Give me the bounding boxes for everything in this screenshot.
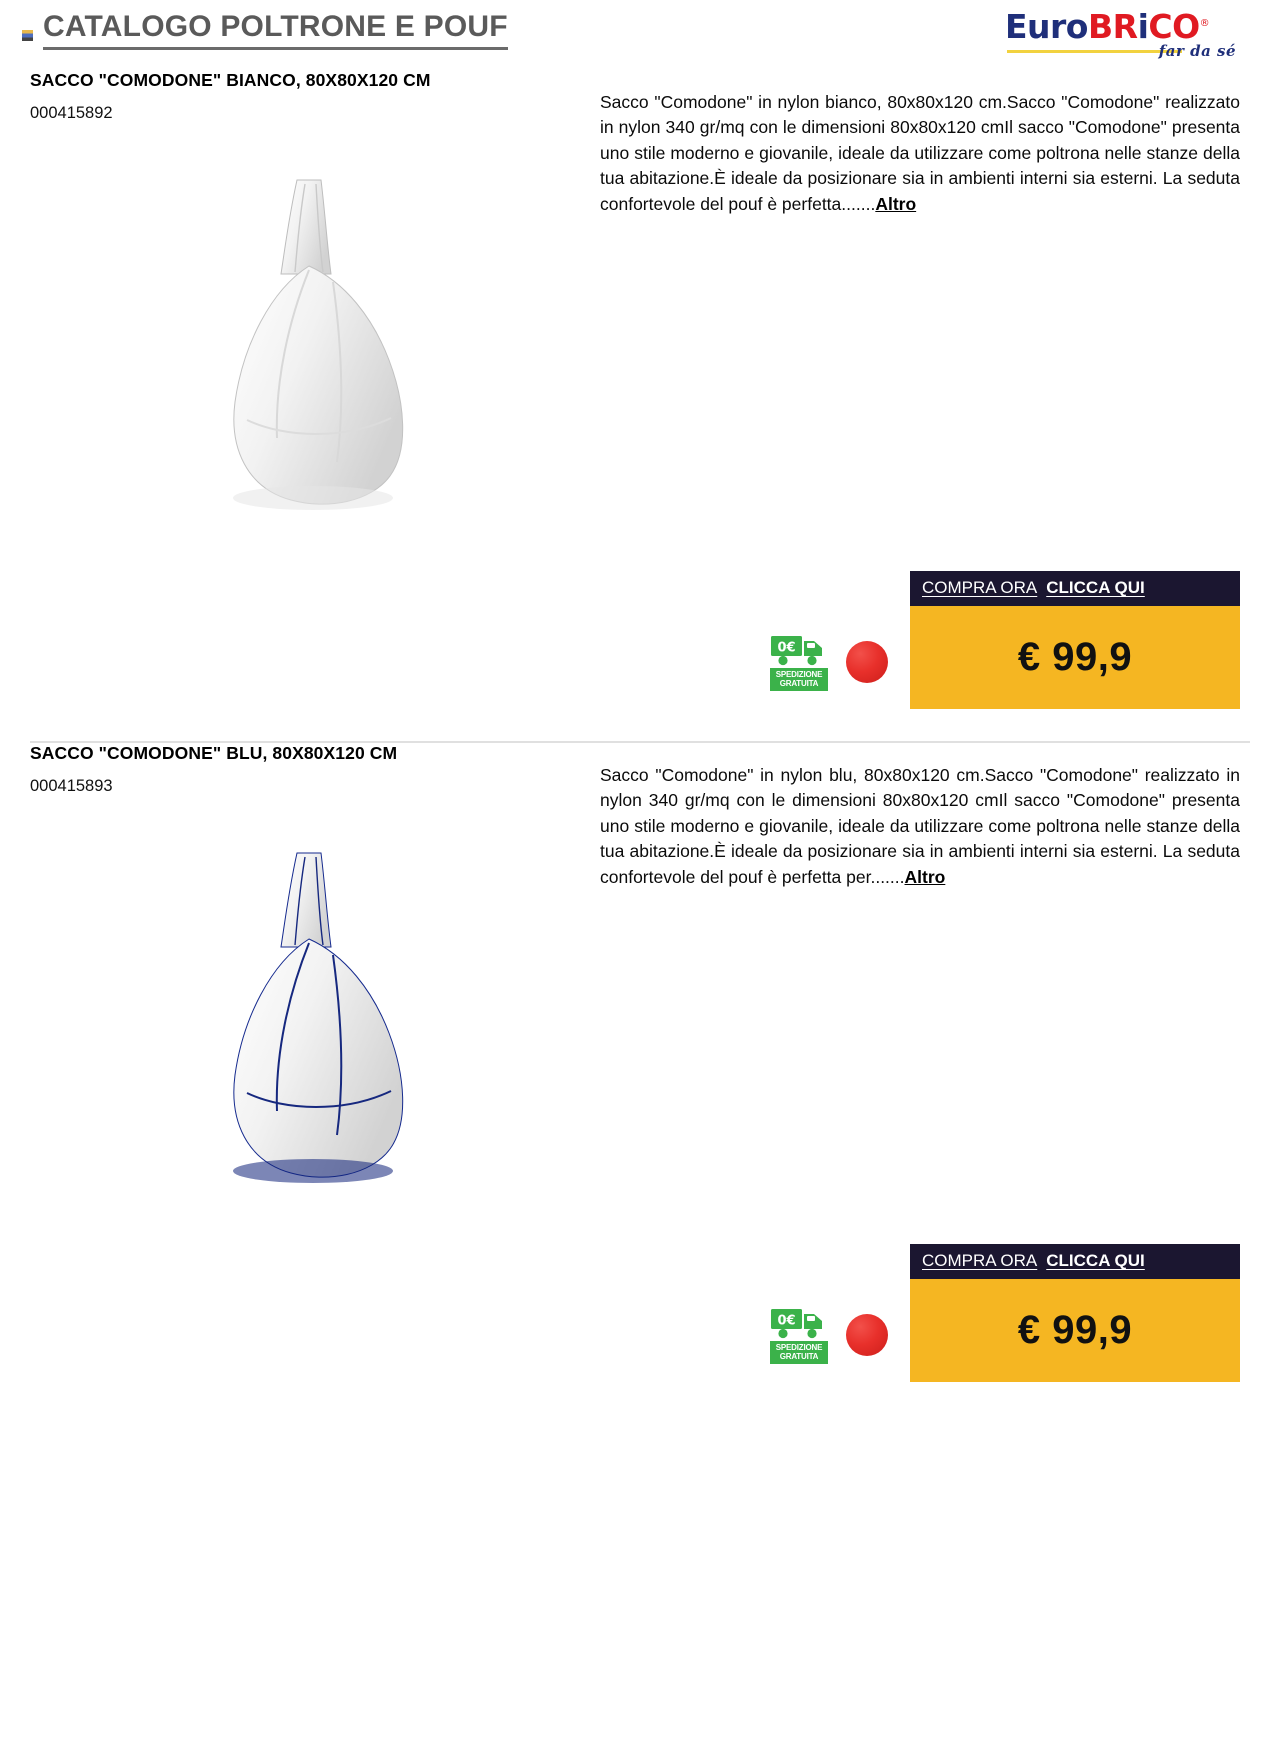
delivery-truck-icon: [770, 632, 828, 666]
product-media-column: [30, 743, 590, 1218]
free-shipping-label: [770, 1341, 828, 1364]
logo-text-euro: Euro: [1005, 7, 1088, 46]
color-swatch[interactable]: [846, 641, 888, 683]
price-banner: [910, 606, 1240, 709]
product-code: 000415893: [30, 777, 113, 795]
purchase-row: [30, 1244, 1240, 1382]
product-card: [0, 743, 1280, 1382]
registered-trademark-icon: ®: [1199, 18, 1210, 29]
product-card: [0, 70, 1280, 709]
product-title: SACCO "COMODONE" BIANCO, 80X80X120 CM: [30, 70, 431, 90]
color-swatch[interactable]: [846, 1314, 888, 1356]
price-block: [910, 571, 1240, 709]
buy-now-bar[interactable]: [910, 571, 1240, 606]
product-image: [30, 838, 590, 1218]
logo-wordmark: [1005, 7, 1240, 46]
price-banner: [910, 1279, 1240, 1382]
product-description: [600, 743, 1240, 890]
svg-text:0€: 0€: [777, 640, 796, 656]
eurobrico-logo: [1005, 7, 1240, 66]
page-title: CATALOGO POLTRONE E POUF: [43, 10, 508, 50]
svg-text:0€: 0€: [777, 1313, 796, 1329]
logo-tagline: far da sé: [1158, 42, 1236, 60]
product-info-column: [590, 743, 1240, 1218]
purchase-row: [30, 571, 1240, 709]
bean-bag-illustration: [185, 843, 435, 1213]
shipping-and-color-group: [768, 1305, 888, 1364]
product-description-text: Sacco "Comodone" in nylon bianco, 80x80x120 cm.Sacco "Comodone" realizzato in nylon 340 gr/mq con le dimensioni 80x80x120 cmIl sacco "Comodone" presenta uno stile moderno e giovanile, ideale da utilizzare come poltrona nelle stanze della tua abitazione.È ideale da posizionare sia in ambienti interni sia esterni. La seduta confortevole del pouf è perfetta.......: [600, 92, 1240, 214]
page-header: [0, 0, 1280, 70]
product-media-column: [30, 70, 590, 545]
product-list: [0, 70, 1280, 1382]
click-here-label: CLICCA QUI: [1046, 578, 1145, 597]
bean-bag-illustration: [185, 170, 435, 540]
price-value: € 99,9: [1017, 635, 1133, 679]
read-more-link[interactable]: Altro: [875, 193, 917, 214]
buy-now-label: COMPRA ORA: [922, 1251, 1038, 1270]
free-shipping-label-line1: SPEDIZIONE: [775, 670, 823, 680]
catalog-title-group: [22, 10, 508, 50]
product-description-text: Sacco "Comodone" in nylon blu, 80x80x120 cm.Sacco "Comodone" realizzato in nylon 340 gr/mq con le dimensioni 80x80x120 cmIl sacco "Comodone" presenta uno stile moderno e giovanile, ideale da utilizzare come poltrona nelle stanze della tua abitazione.È ideale da posizionare sia in ambienti interni sia esterni. La seduta confortevole del pouf è perfetta per.......: [600, 765, 1240, 887]
free-shipping-label-line2: GRATUITA: [779, 1351, 819, 1361]
delivery-truck-icon: [770, 1305, 828, 1339]
product-code: 000415892: [30, 104, 113, 122]
free-shipping-label: [770, 668, 828, 691]
free-shipping-label-line2: GRATUITA: [779, 678, 819, 688]
free-shipping-badge: [768, 1305, 830, 1364]
logo-text-br: BR: [1087, 7, 1138, 46]
read-more-link[interactable]: Altro: [904, 866, 946, 887]
logo-text-i: i: [1137, 7, 1149, 46]
product-title: SACCO "COMODONE" BLU, 80X80X120 CM: [30, 743, 398, 763]
free-shipping-label-line1: SPEDIZIONE: [775, 1343, 823, 1353]
product-image: [30, 165, 590, 545]
product-info-column: [590, 70, 1240, 545]
square-bullet-icon: [22, 30, 33, 41]
logo-underline-rule: [1007, 50, 1182, 53]
buy-now-label: COMPRA ORA: [922, 578, 1038, 597]
price-block: [910, 1244, 1240, 1382]
price-value: € 99,9: [1017, 1308, 1133, 1352]
click-here-label: CLICCA QUI: [1046, 1251, 1145, 1270]
shipping-and-color-group: [768, 632, 888, 691]
buy-now-bar[interactable]: [910, 1244, 1240, 1279]
product-description: [600, 70, 1240, 217]
free-shipping-badge: [768, 632, 830, 691]
product-image-frame: [185, 843, 435, 1213]
logo-text-co: CO: [1148, 7, 1200, 46]
product-image-frame: [185, 170, 435, 540]
